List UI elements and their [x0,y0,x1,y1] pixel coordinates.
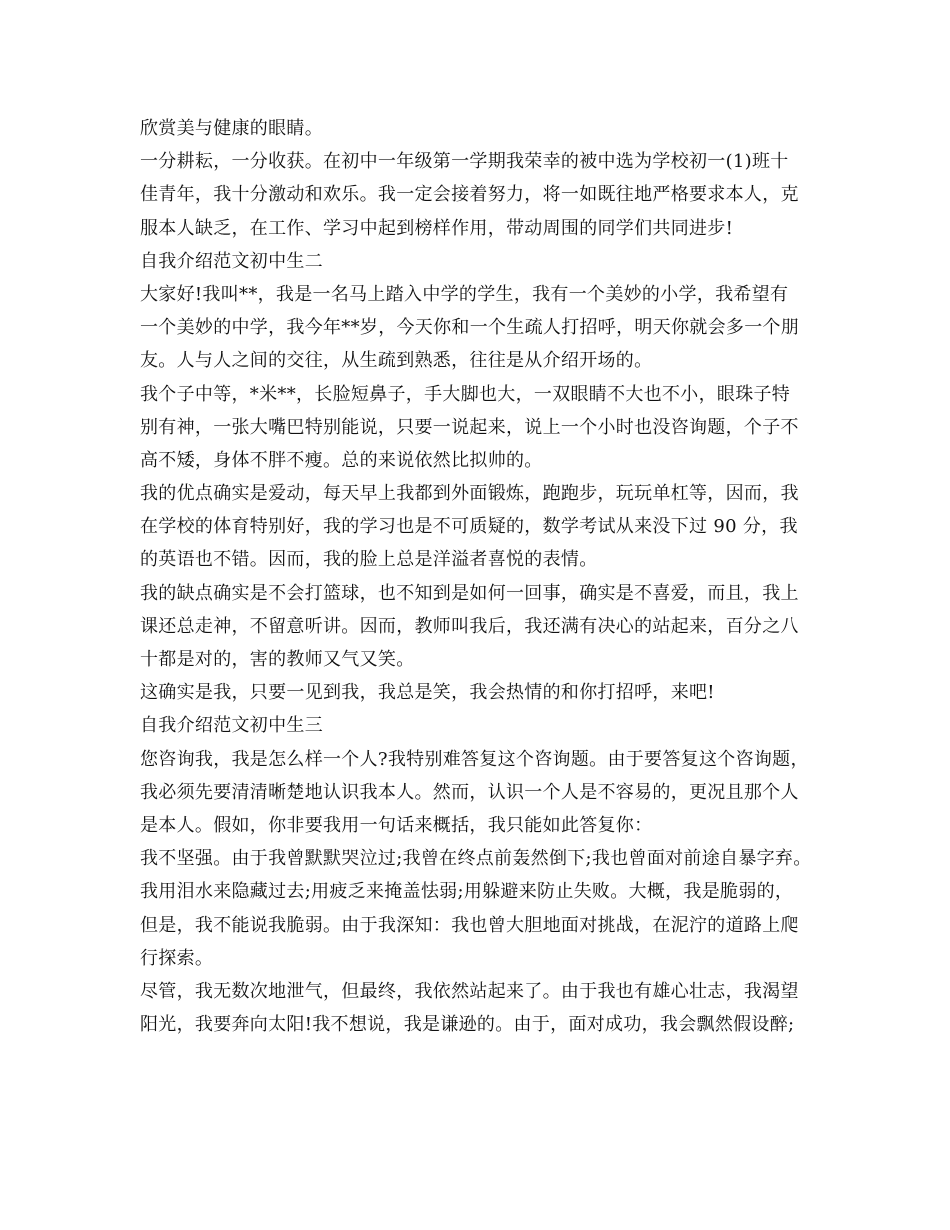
text-line: 您咨询我，我是怎么样一个人?我特别难答复这个咨询题。由于要答复这个咨询题， [140,748,809,770]
text-line: 的英语也不错。因而，我的脸上总是洋溢者喜悦的表情。 [140,549,598,571]
text-line: 我不坚强。由于我曾默默哭泣过;我曾在终点前轰然倒下;我也曾面对前途自暴字弃。 [140,848,812,870]
text-line: 欣赏美与健康的眼睛。 [140,118,323,139]
section-heading: 自我介绍范文初中生二 [140,250,323,272]
text-line: 行探索。 [140,947,214,969]
text-line: 一个美妙的中学，我今年**岁，今天你和一个生疏人打招呼，明天你就会多一个朋 [140,317,800,339]
text-line: 尽管，我无数次地泄气，但最终，我依然站起来了。由于我也有雄心壮志，我渴望 [140,980,799,1002]
text-line: 服本人缺乏，在工作、学习中起到榜样作用，带动周围的同学们共同进步! [140,217,734,239]
text-line: 阳光，我要奔向太阳!我不想说，我是谦逊的。由于，面对成功，我会飘然假设醉; [140,1014,795,1036]
section-heading: 自我介绍范文初中生三 [140,715,323,737]
text-line: 十都是对的，害的教师又气又笑。 [140,649,415,670]
text-line: 在学校的体育特别好，我的学习也是不可质疑的，数学考试从来没下过 90 分，我 [140,516,798,538]
text-line: 别有神，一张大嘴巴特别能说，只要一说起来，说上一个小时也没咨询题，个子不 [140,416,799,438]
text-line: 我的优点确实是爱动，每天早上我都到外面锻炼，跑跑步，玩玩单杠等，因而，我 [140,483,799,505]
text-line: 但是，我不能说我脆弱。由于我深知：我也曾大胆地面对挑战，在泥泞的道路上爬 [140,914,799,936]
document-body [140,112,825,1041]
text-line: 这确实是我，只要一见到我，我总是笑，我会热情的和你打招呼，来吧! [140,682,715,704]
text-line: 是本人。假如，你非要我用一句话来概括，我只能如此答复你： [140,814,653,836]
text-line: 大家好!我叫**，我是一名马上踏入中学的学生，我有一个美妙的小学，我希望有 [140,283,789,305]
text-line: 我的缺点确实是不会打篮球，也不知到是如何一回事，确实是不喜爱，而且，我上 [140,582,799,604]
text-line: 我用泪水来隐藏过去;用疲乏来掩盖怯弱;用躲避来防止失败。大概，我是脆弱的， [140,881,794,903]
text-line: 佳青年，我十分激动和欢乐。我一定会接着努力，将一如既往地严格要求本人，克 [140,184,799,206]
text-line: 课还总走神，不留意听讲。因而，教师叫我后，我还满有决心的站起来，百分之八 [140,615,799,637]
text-line: 一分耕耘，一分收获。在初中一年级第一学期我荣幸的被中选为学校初一(1)班十 [140,151,789,173]
text-line: 友。人与人之间的交往，从生疏到熟悉，往往是从介绍开场的。 [140,350,653,372]
text-line: 高不矮，身体不胖不瘦。总的来说依然比拟帅的。 [140,449,543,471]
text-line: 我必须先要清清晰楚地认识我本人。然而，认识一个人是不容易的，更况且那个人 [140,781,799,803]
text-line: 我个子中等，*米**，长脸短鼻子，手大脚也大，一双眼睛不大也不小，眼珠子特 [140,383,791,405]
